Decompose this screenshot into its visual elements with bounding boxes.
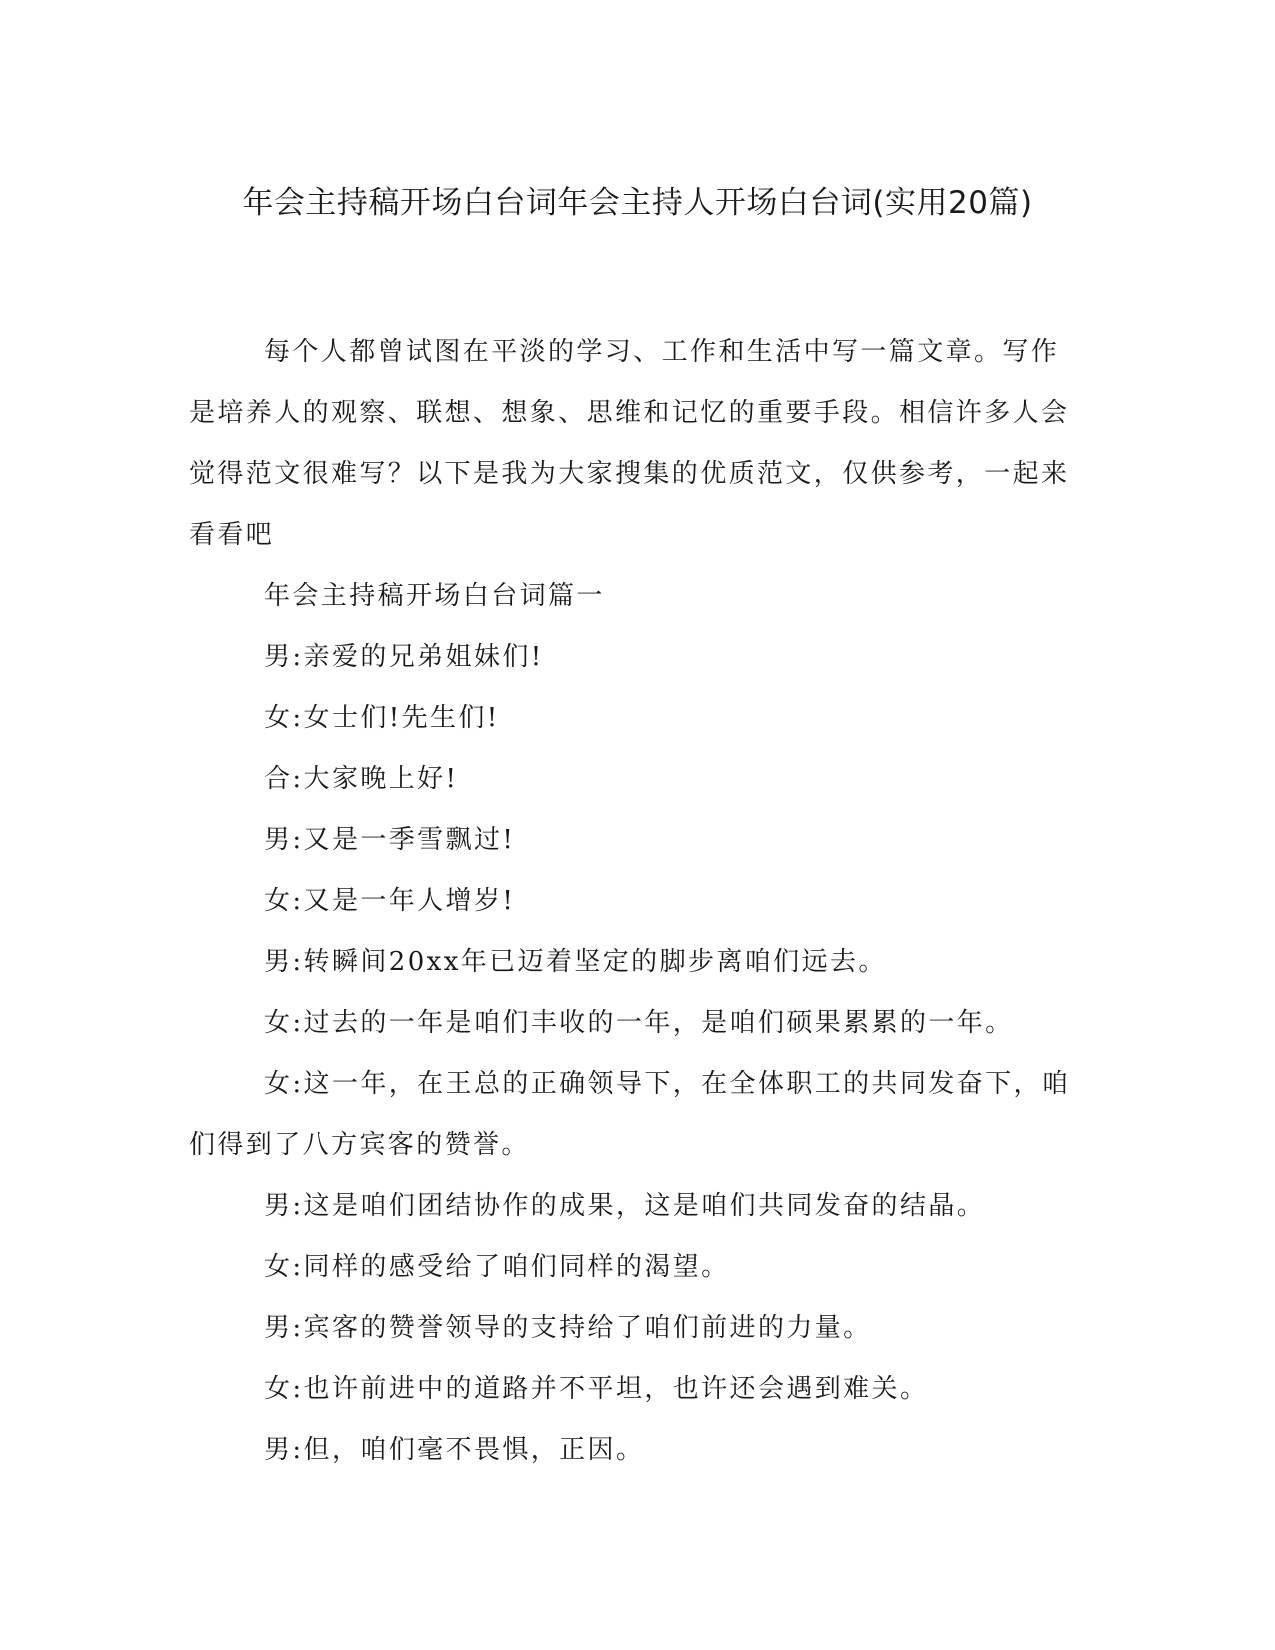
document-title: 年会主持稿开场白台词年会主持人开场白台词(实用20篇) bbox=[242, 185, 1033, 221]
dialogue-line: 男:但，咱们毫不畏惧，正因。 bbox=[264, 1435, 645, 1465]
intro-paragraph: 每个人都曾试图在平淡的学习、工作和生活中写一篇文章。写作是培养人的观察、联想、想象、思维和记忆的重要手段。相信许多人会觉得范文很难写？以下是我为大家搜集的优质范文，仅供参考，一起来看看吧 bbox=[189, 337, 1070, 550]
dialogue-line: 女:过去的一年是咱们丰收的一年，是咱们硕果累累的一年。 bbox=[264, 1008, 1014, 1038]
dialogue-line: 男:亲爱的兄弟姐妹们! bbox=[264, 642, 544, 672]
dialogue-line: 女:也许前进中的道路并不平坦，也许还会遇到难关。 bbox=[264, 1374, 929, 1404]
dialogue-line: 女:女士们!先生们! bbox=[264, 703, 500, 733]
dialogue-line: 女:这一年，在王总的正确领导下，在全体职工的共同发奋下，咱们得到了八方宾客的赞誉。 bbox=[189, 1069, 1071, 1160]
section-heading: 年会主持稿开场白台词篇一 bbox=[264, 581, 605, 611]
document-body bbox=[189, 322, 1085, 1481]
dialogue-line: 男:这是咱们团结协作的成果，这是咱们共同发奋的结晶。 bbox=[264, 1191, 986, 1221]
dialogue-line: 女:又是一年人增岁! bbox=[264, 886, 516, 916]
dialogue-line: 合:大家晚上好! bbox=[264, 764, 459, 794]
dialogue-line: 男:宾客的赞誉领导的支持给了咱们前进的力量。 bbox=[264, 1313, 872, 1343]
dialogue-line: 男:又是一季雪飘过! bbox=[264, 825, 516, 855]
dialogue-line: 男:转瞬间20xx年已迈着坚定的脚步离咱们远去。 bbox=[264, 947, 887, 977]
dialogue-line: 女:同样的感受给了咱们同样的渴望。 bbox=[264, 1252, 730, 1282]
